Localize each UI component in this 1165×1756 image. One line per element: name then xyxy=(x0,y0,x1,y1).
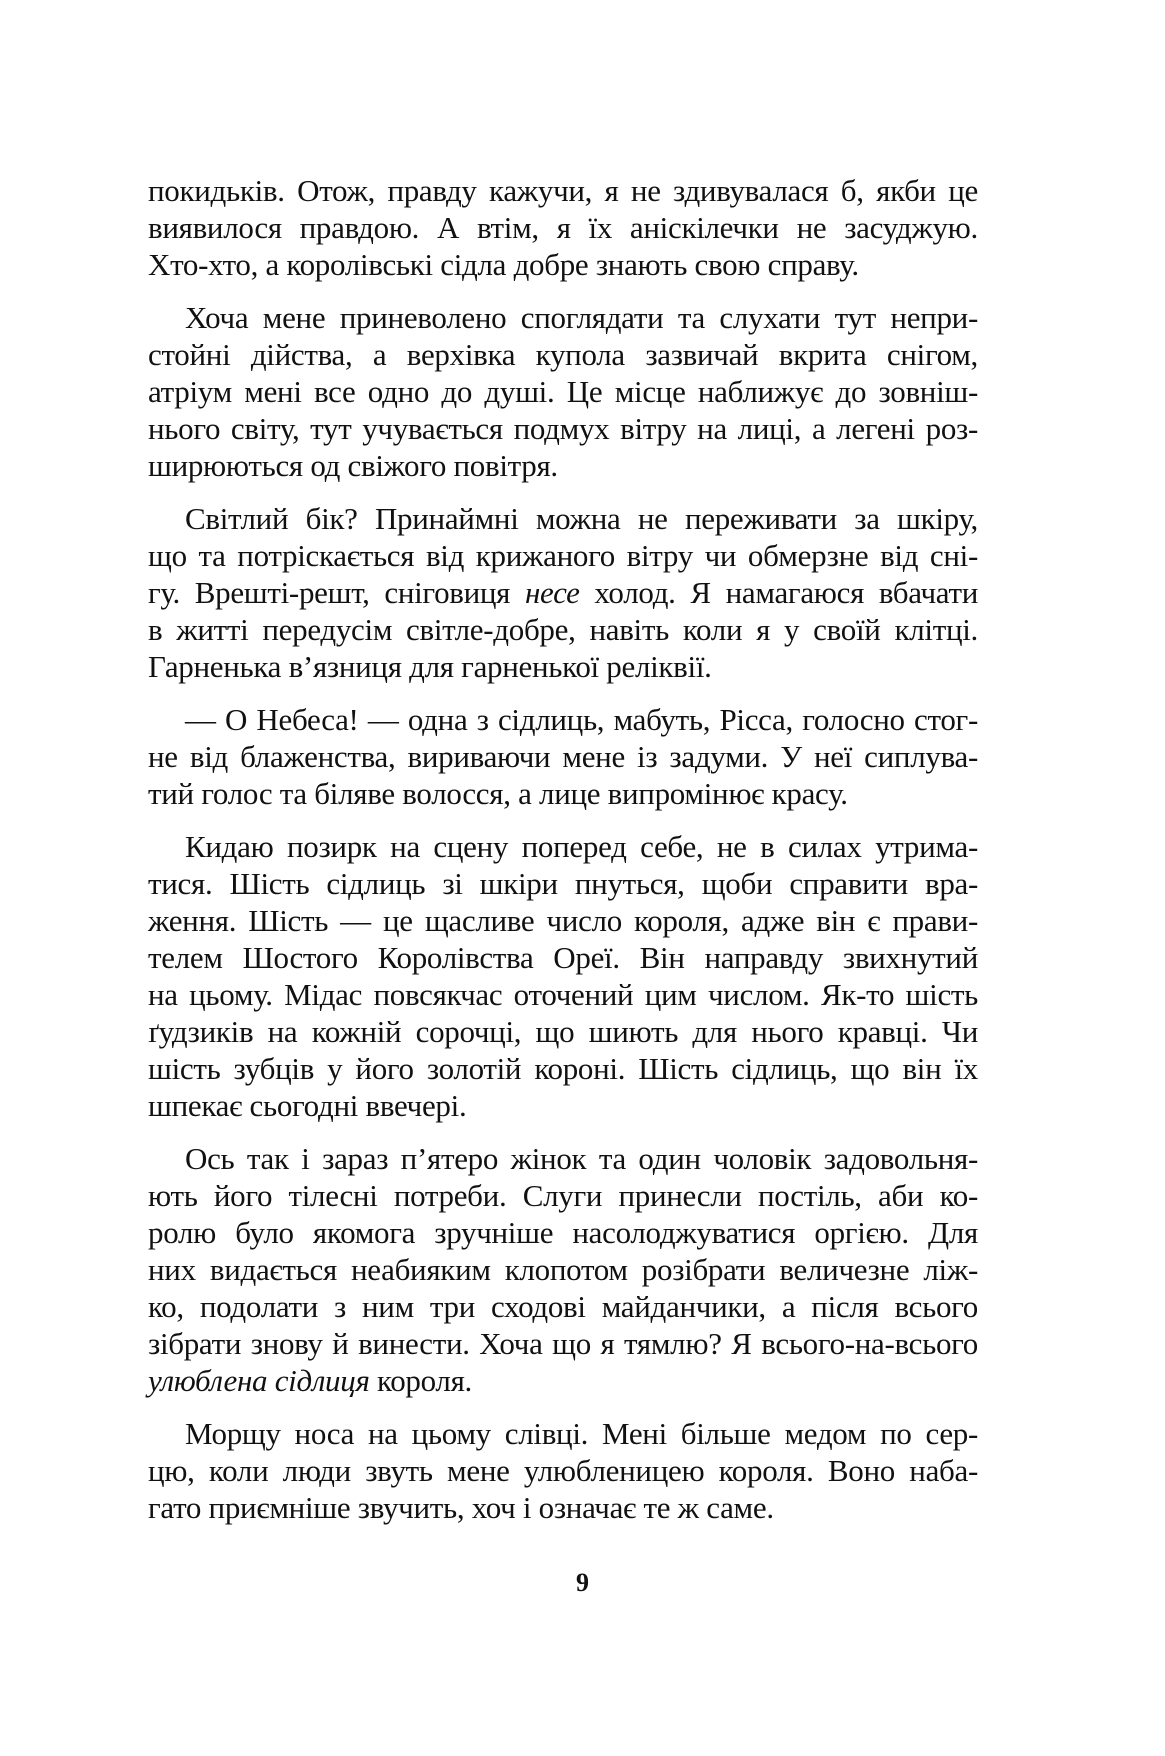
text-segment: них видається неабияким клопотом розібрати величезне ліж- xyxy=(148,1252,978,1287)
paragraph xyxy=(148,1140,978,1399)
text-line xyxy=(148,701,978,738)
text-segment: цю, коли люди звуть мене улюбленицею короля. Воно наба- xyxy=(148,1453,978,1488)
text-segment: гато приємніше звучить, хоч і означає те ж саме. xyxy=(148,1490,774,1525)
text-segment: — О Небеса! — одна з сідлиць, мабуть, Рісса, голосно стог- xyxy=(185,702,978,737)
text-segment: ження. Шість — це щасливе число короля, адже він є прави- xyxy=(148,903,978,938)
paragraph xyxy=(148,828,978,1124)
paragraph xyxy=(148,1415,978,1526)
text-line xyxy=(148,172,978,209)
text-segment: Кидаю позирк на сцену поперед себе, не в силах утрима- xyxy=(185,829,978,864)
text-line xyxy=(148,447,978,484)
page-body-text xyxy=(148,172,978,1542)
text-segment: зібрати знову й винести. Хоча що я тямлю? Я всього-на-всього xyxy=(148,1326,978,1361)
text-line xyxy=(148,1362,978,1399)
text-segment: телем Шостого Королівства Ореї. Він направду звихнутий xyxy=(148,940,978,975)
text-line xyxy=(148,1452,978,1489)
text-segment: що та потріскається від крижаного вітру чи обмерзне від сні- xyxy=(148,538,978,573)
text-segment: короля. xyxy=(369,1363,472,1398)
text-line xyxy=(148,373,978,410)
page-number: 9 xyxy=(576,1568,589,1597)
text-line xyxy=(148,500,978,537)
text-segment: Хоча мене приневолено споглядати та слухати тут непри- xyxy=(185,300,978,335)
text-line xyxy=(148,648,978,685)
text-line xyxy=(148,1050,978,1087)
text-segment: ширюються од свіжого повітря. xyxy=(148,448,558,483)
text-line xyxy=(148,939,978,976)
text-segment: ролю було якомога зручніше насолоджуватися оргією. Для xyxy=(148,1215,978,1250)
text-segment: Ось так і зараз п’ятеро жінок та один чоловік задовольня- xyxy=(185,1141,978,1176)
text-segment: покидьків. Отож, правду кажучи, я не здивувалася б, якби це xyxy=(148,173,978,208)
paragraph xyxy=(148,500,978,685)
text-segment: Хто-хто, а королівські сідла добре знають свою справу. xyxy=(148,247,859,282)
text-segment: виявилося правдою. А втім, я їх аніскілечки не засуджую. xyxy=(148,210,978,245)
text-line xyxy=(148,209,978,246)
text-line xyxy=(148,1288,978,1325)
text-segment: Світлий бік? Принаймні можна не переживати за шкіру, xyxy=(185,501,978,536)
text-line xyxy=(148,865,978,902)
text-segment: атріум мені все одно до душі. Це місце наближує до зовніш- xyxy=(148,374,978,409)
text-line xyxy=(148,410,978,447)
text-segment: шпекає сьогодні ввечері. xyxy=(148,1088,467,1123)
text-line xyxy=(148,976,978,1013)
text-line xyxy=(148,299,978,336)
text-line xyxy=(148,1214,978,1251)
text-segment: на цьому. Мідас повсякчас оточений цим числом. Як-то шість xyxy=(148,977,978,1012)
text-line xyxy=(148,1251,978,1288)
text-segment: ють його тілесні потреби. Слуги принесли постіль, аби ко- xyxy=(148,1178,978,1213)
italic-text: улюблена сідлиця xyxy=(148,1363,370,1398)
text-segment: Гарненька в’язниця для гарненької реліквії. xyxy=(148,649,712,684)
text-segment: ґудзиків на кожній сорочці, що шиють для нього кравці. Чи xyxy=(148,1014,978,1049)
text-segment: гу. Врешті-решт, сніговиця xyxy=(148,575,525,610)
text-segment: нього світу, тут учувається подмух вітру на лиці, а легені роз- xyxy=(148,411,978,446)
text-line xyxy=(148,246,978,283)
text-line xyxy=(148,1087,978,1124)
text-segment: тися. Шість сідлиць зі шкіри пнуться, щоби справити вра- xyxy=(148,866,978,901)
text-line xyxy=(148,1140,978,1177)
text-line xyxy=(148,1177,978,1214)
text-segment: в житті передусім світле-добре, навіть коли я у своїй клітці. xyxy=(148,612,978,647)
paragraph xyxy=(148,172,978,283)
text-segment: шість зубців у його золотій короні. Шість сідлиць, що він їх xyxy=(148,1051,978,1086)
text-segment: стойні дійства, а верхівка купола зазвичай вкрита снігом, xyxy=(148,337,978,372)
text-line xyxy=(148,1013,978,1050)
text-line xyxy=(148,1415,978,1452)
italic-text: несе xyxy=(524,575,580,610)
text-line xyxy=(148,738,978,775)
text-segment: не від блаженства, вириваючи мене із задуми. У неї сиплува- xyxy=(148,739,978,774)
paragraph xyxy=(148,701,978,812)
text-line xyxy=(148,611,978,648)
text-line xyxy=(148,902,978,939)
text-line xyxy=(148,1325,978,1362)
text-segment: ко, подолати з ним три сходові майданчики, а після всього xyxy=(148,1289,978,1324)
text-segment: тий голос та біляве волосся, а лице випромінює красу. xyxy=(148,776,848,811)
text-segment: Морщу носа на цьому слівці. Мені більше медом по сер- xyxy=(185,1416,978,1451)
paragraph xyxy=(148,299,978,484)
text-line xyxy=(148,574,978,611)
text-line xyxy=(148,336,978,373)
text-line xyxy=(148,537,978,574)
text-line xyxy=(148,775,978,812)
text-line xyxy=(148,1489,978,1526)
text-segment: холод. Я намагаюся вбачати xyxy=(579,575,978,610)
text-line xyxy=(148,828,978,865)
